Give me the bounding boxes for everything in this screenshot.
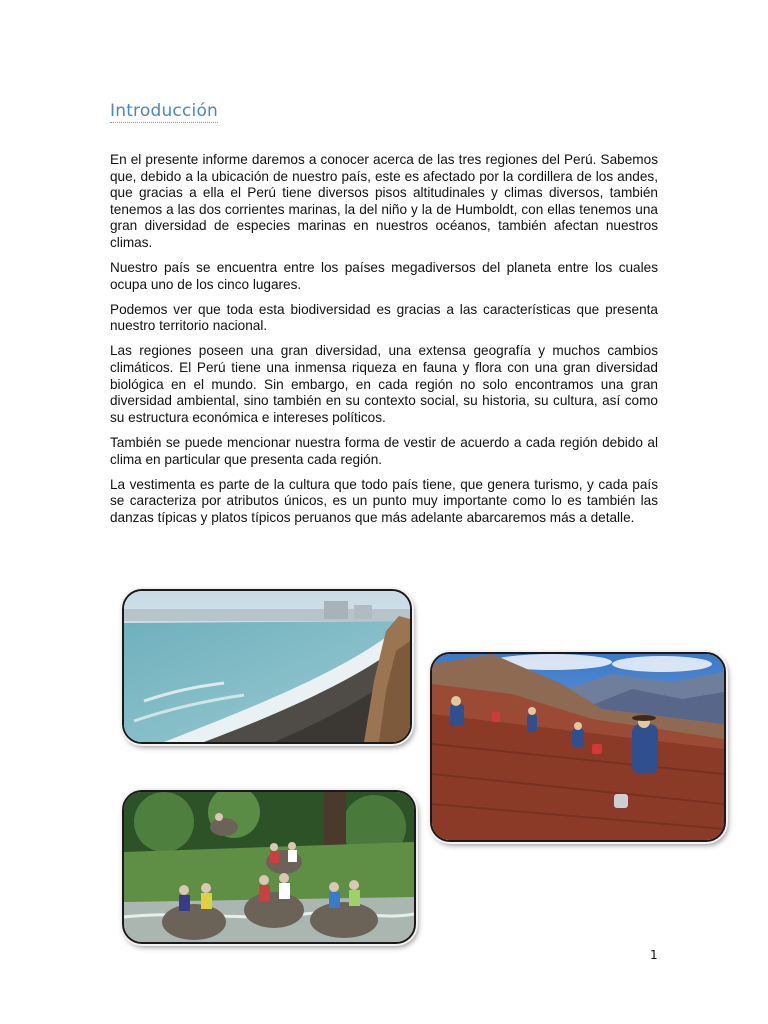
paragraph-1: En el presente informe daremos a conocer acerca de las tres regiones del Perú. Sabemos que, debido a la ubicación de nuestro país, este es afectado por la cordillera de los andes, que gracias a ella el Perú tiene diversos pisos altitudinales y climas diversos, también tenemos a las dos corrientes marinas, la del niño y la de Humboldt, con ellas tenemos una gran diversidad de especies marinas en nuestros océanos, también afectan nuestros climas. — [110, 152, 658, 250]
section-heading: Introducción — [110, 101, 219, 121]
page-number: 1 — [650, 948, 658, 962]
coast-illustration — [124, 591, 410, 742]
paragraph-2: Nuestro país se encuentra entre los países megadiversos del planeta entre los cuales ocupa uno de los cinco lugares. — [110, 260, 658, 292]
elephants-illustration — [124, 792, 414, 942]
farm-photo — [430, 652, 726, 842]
paragraph-6: La vestimenta es parte de la cultura que todo país tiene, que genera turismo, y cada país se caracteriza por atributos únicos, es un punto muy importante como lo es también las danzas típicas y platos típicos peruanos que más adelante abarcaremos más a detalle. — [110, 476, 658, 525]
paragraph-3: Podemos ver que toda esta biodiversidad es gracias a las características que presenta nuestro territorio nacional. — [110, 301, 658, 334]
paragraph-4: Las regiones poseen una gran diversidad, una extensa geografía y muchos cambios climáticos. El Perú tiene una inmensa riqueza en fauna y flora con una gran diversidad biológica en el mundo. Sin embargo, en cada región no solo encontramos una gran diversidad ambiental, sino también en su contexto social, su historia, su cultura, así como su estructura económica e intereses políticos. — [110, 343, 658, 425]
elephants-river-photo — [122, 790, 416, 944]
paragraph-5: También se puede mencionar nuestra forma de vestir de acuerdo a cada región debido al clima en particular que presenta cada región. — [110, 434, 658, 467]
body-text — [110, 152, 658, 535]
coast-photo — [122, 589, 412, 744]
farm-illustration — [432, 654, 724, 840]
